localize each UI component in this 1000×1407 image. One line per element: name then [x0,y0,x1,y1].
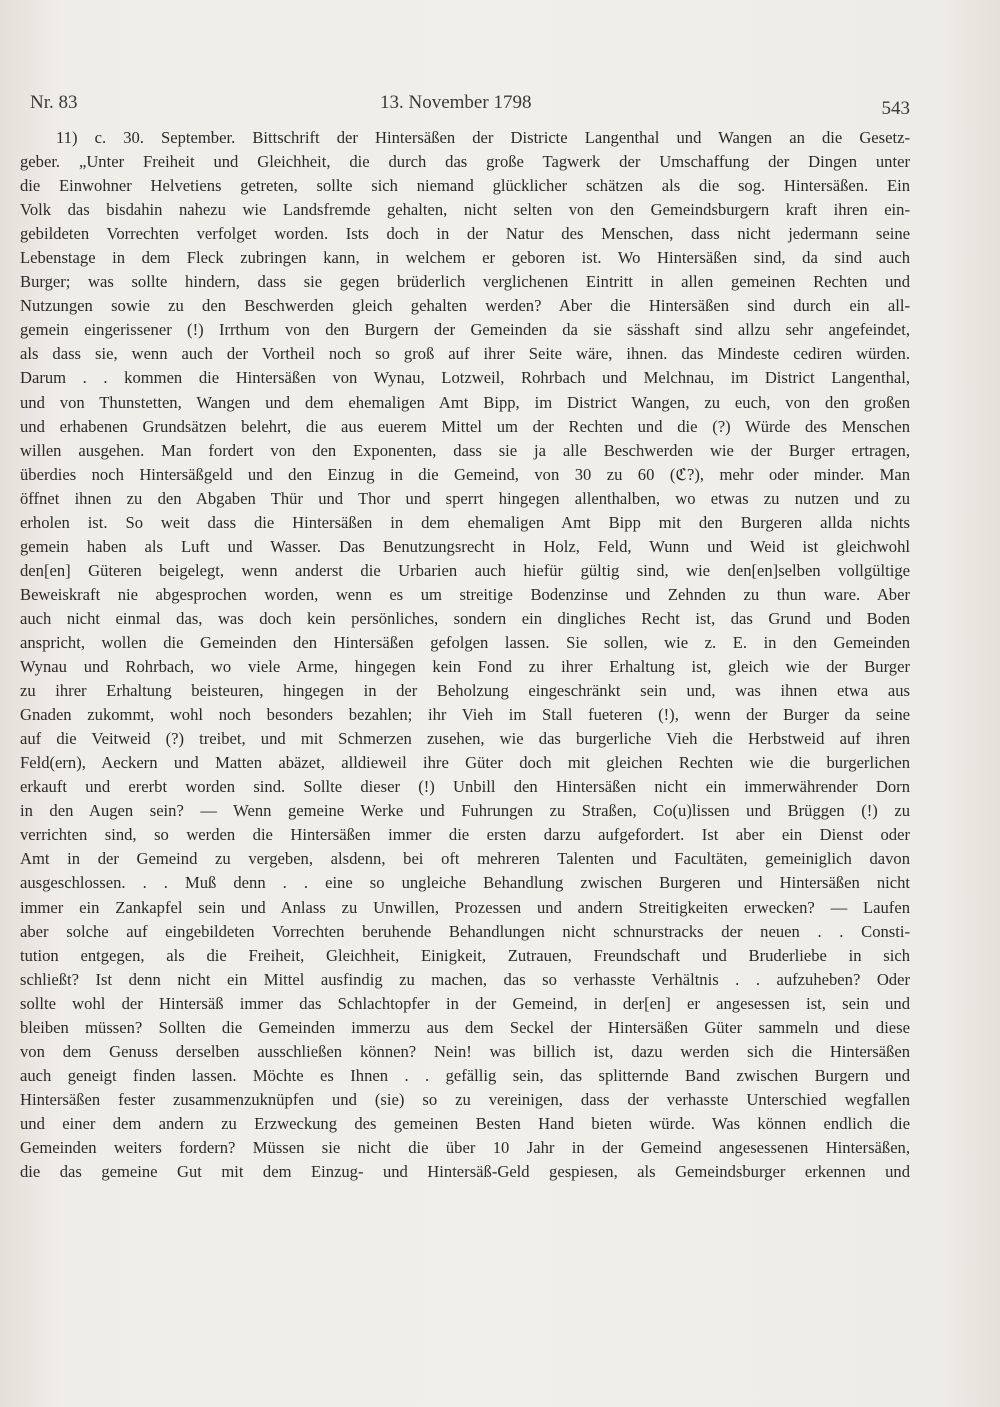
text-line: willen ausgehen. Man fordert von den Exponenten, dass sie ja alle Beschwerden wie der Burger ertragen, [20,440,910,460]
document-number: Nr. 83 [30,92,78,113]
text-line: überdies noch Hintersäßgeld und den Einzug in die Gemeind, von 30 zu 60 (ℭ?), mehr oder minder. Man [20,464,910,484]
text-line: geber. „Unter Freiheit und Gleichheit, die durch das große Tagwerk der Umschaffung der Dingen unter [20,152,910,172]
text-line: zu ihrer Erhaltung beisteuren, hingegen in der Beholzung eingeschränkt sein und, was ihnen etwa aus [20,681,910,701]
text-line: gemein haben als Luft und Wasser. Das Benutzungsrecht in Holz, Feld, Wunn und Weid ist gleichwohl [20,536,910,556]
text-line: öffnet ihnen zu den Abgaben Thür und Thor und sperrt hingegen allenthalben, wo etwas zu nutzen und zu [20,488,910,508]
text-line: Darum . . kommen die Hintersäßen von Wynau, Lotzweil, Rohrbach und Melchnau, im District Langenthal, [20,368,910,388]
text-line: auch nicht einmal das, was doch kein persönliches, sondern ein dingliches Recht ist, das Grund und Boden [20,608,910,628]
text-line: tution entgegen, als die Freiheit, Gleichheit, Einigkeit, Zutrauen, Freundschaft und Bruderliebe in sich [20,945,910,965]
text-line: bleiben müssen? Sollten die Gemeinden immerzu aus dem Seckel der Hintersäßen Güter sammeln und diese [20,1017,910,1037]
text-line: anspricht, wollen die Gemeinden den Hintersäßen gefolgen lassen. Sie sollen, wie z. E. in den Gemeinden [20,632,910,652]
text-line: immer ein Zankapfel sein und Anlass zu Unwillen, Prozessen und andern Streitigkeiten erwecken? — Laufen [20,897,910,917]
text-line: erkauft und ererbt worden sind. Sollte dieser (!) Unbill den Hintersäßen nicht ein immerwährender Dorn [20,777,910,797]
text-line: Nutzungen sowie zu den Beschwerden gleich gehalten werden? Aber die Hintersäßen sind durch ein all- [20,296,910,316]
document-date: 13. November 1798 [380,92,532,113]
text-line: verrichten sind, so werden die Hintersäßen immer die ersten darzu aufgefordert. Ist aber ein Dienst oder [20,825,910,845]
body-text [20,126,910,1184]
page-number: 543 [881,98,910,119]
text-line: und einer dem andern zu Erzweckung des gemeinen Besten Hand bieten würde. Was können endlich die [20,1113,910,1133]
text-line: Wynau und Rohrbach, wo viele Arme, hingegen kein Fond zu ihrer Erhaltung ist, gleich wie der Burger [20,657,910,677]
text-line: von dem Genuss derselben ausschließen können? Nein! was billich ist, dazu werden sich die Hintersäßen [20,1041,910,1061]
text-line: als dass sie, wenn auch der Vortheil noch so groß auf ihrer Seite wäre, ihnen. das Mindeste cediren würden. [20,344,910,364]
text-line: den[en] Güteren beigelegt, wenn anderst die Urbarien auch hiefür gültig sind, wie den[en]selben vollgültige [20,560,910,580]
text-line: auf die Veitweid (?) treibet, und mit Schmerzen zusehen, wie das burgerliche Vieh die Herbstweid auf ihren [20,729,910,749]
text-line: Hintersäßen fester zusammenzuknüpfen und (sie) so zu vereinigen, dass der verhasste Unterschied wegfallen [20,1089,910,1109]
text-line: sollte wohl der Hintersäß immer das Schlachtopfer in der Gemeind, in der[en] er angesessen ist, sein und [20,993,910,1013]
text-line: Gnaden zukommt, wohl noch besonders bezahlen; ihr Vieh im Stall fueteren (!), wenn der Burger da seine [20,705,910,725]
text-line: Lebenstage in dem Fleck zubringen kann, in welchem er geboren ist. Wo Hintersäßen sind, da sind auch [20,248,910,268]
text-line: und von Thunstetten, Wangen und dem ehemaligen Amt Bipp, im District Wangen, zu euch, von den großen [20,392,910,412]
text-line: erholen ist. So weit dass die Hintersäßen in dem ehemaligen Amt Bipp mit den Burgeren allda nichts [20,512,910,532]
text-line: Amt in der Gemeind zu vergeben, alsdenn, bei oft mehreren Talenten und Facultäten, gemeiniglich davon [20,849,910,869]
text-line: schließt? Ist denn nicht ein Mittel ausfindig zu machen, das so verhasste Verhältnis . . aufzuheben? Oder [20,969,910,989]
text-line: und erhabenen Grundsätzen belehrt, die aus euerem Mittel um der Rechten und die (?) Würde des Menschen [20,416,910,436]
text-line: die das gemeine Gut mit dem Einzug- und Hintersäß-Geld gespiesen, als Gemeindsburger erkennen und [20,1162,910,1182]
text-line: 11) c. 30. September. Bittschrift der Hintersäßen der Districte Langenthal und Wangen an die Gesetz- [56,128,910,147]
text-line: in den Augen sein? — Wenn gemeine Werke und Fuhrungen zu Straßen, Co(u)lissen und Brüggen (!) zu [20,801,910,821]
text-line: die Einwohner Helvetiens getreten, sollte sich niemand glücklicher schätzen als die sog. Hintersäßen. Ein [20,176,910,196]
text-line: Volk das bisdahin nahezu wie Landsfremde gehalten, nicht selten von den Gemeindsburgern kraft ihren ein- [20,200,910,220]
text-line: gebildeten Vorrechten verfolget worden. Ists doch in der Natur des Menschen, dass nicht jedermann seine [20,224,910,244]
page-header [30,92,910,118]
text-line: Beweiskraft nie abgesprochen worden, wenn es um streitige Bodenzinse und Zehnden zu thun ware. Aber [20,584,910,604]
text-line: aber solche auf eingebildeten Vorrechten beruhende Behandlungen nicht schnurstracks der neuen . . Consti- [20,921,910,941]
text-line: gemein eingerissener (!) Irrthum von den Burgern der Gemeinden da sie sässhaft sind allzu sehr angefeindet, [20,320,910,340]
text-line: ausgeschlossen. . . Muß denn . . eine so ungleiche Behandlung zwischen Burgeren und Hintersäßen nicht [20,873,910,893]
text-line: Burger; was sollte hindern, dass sie gegen brüderlich verglichenen Eintritt in allen gemeinen Rechten und [20,272,910,292]
text-line: Feld(ern), Aeckern und Matten abäzet, alldieweil ihre Güter doch mit gleichen Rechten wie die burgerlichen [20,753,910,773]
text-line: Gemeinden weiters fordern? Müssen sie nicht die über 10 Jahr in der Gemeind angesessenen Hintersäßen, [20,1137,910,1157]
text-line: auch geneigt finden lassen. Möchte es Ihnen . . gefällig sein, das splitternde Band zwischen Burgern und [20,1065,910,1085]
